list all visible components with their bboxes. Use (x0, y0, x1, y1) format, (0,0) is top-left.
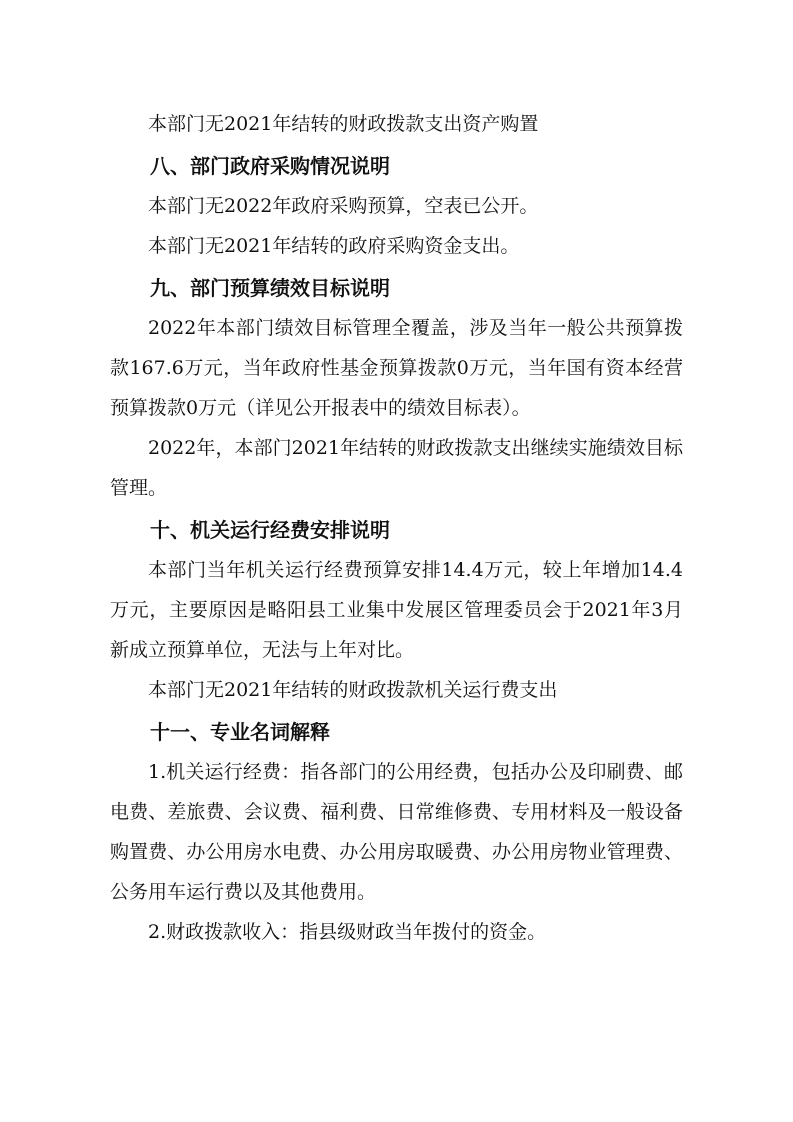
paragraph-term-operating-funds: 1.机关运行经费：指各部门的公用经费，包括办公及印刷费、邮电费、差旅费、会议费、福利费、日常维修费、专用材料及一般设备购置费、办公用房水电费、办公用房取暖费、办公用房物业管理费、公务用车运行费以及其他费用。 (110, 761, 683, 903)
heading-section-9: 九、部门预算绩效目标说明 (150, 276, 390, 300)
paragraph-procurement-carryover: 本部门无2021年结转的政府采购资金支出。 (148, 235, 520, 257)
paragraph-operating-budget: 本部门当年机关运行经费预算安排14.4万元，较上年增加14.4万元，主要原因是略阳县工业集中发展区管理委员会于2021年3月新成立预算单位，无法与上年对比。 (110, 559, 683, 661)
heading-section-11: 十一、专业名词解释 (150, 720, 330, 744)
paragraph-procurement-budget: 本部门无2022年政府采购预算，空表已公开。 (148, 195, 539, 217)
heading-section-10: 十、机关运行经费安排说明 (150, 518, 390, 542)
paragraph-performance-carryover: 2022年，本部门2021年结转的财政拨款支出继续实施绩效目标管理。 (110, 437, 683, 499)
paragraph-operating-carryover: 本部门无2021年结转的财政拨款机关运行费支出 (148, 679, 558, 701)
paragraph-term-fiscal-revenue: 2.财政拨款收入：指县级财政当年拨付的资金。 (148, 921, 547, 943)
heading-section-8: 八、部门政府采购情况说明 (150, 154, 390, 178)
paragraph-performance-coverage: 2022年本部门绩效目标管理全覆盖，涉及当年一般公共预算拨款167.6万元，当年政府性基金预算拨款0万元，当年国有资本经营预算拨款0万元（详见公开报表中的绩效目标表）。 (110, 317, 683, 419)
paragraph-asset-purchase: 本部门无2021年结转的财政拨款支出资产购置 (148, 113, 539, 135)
